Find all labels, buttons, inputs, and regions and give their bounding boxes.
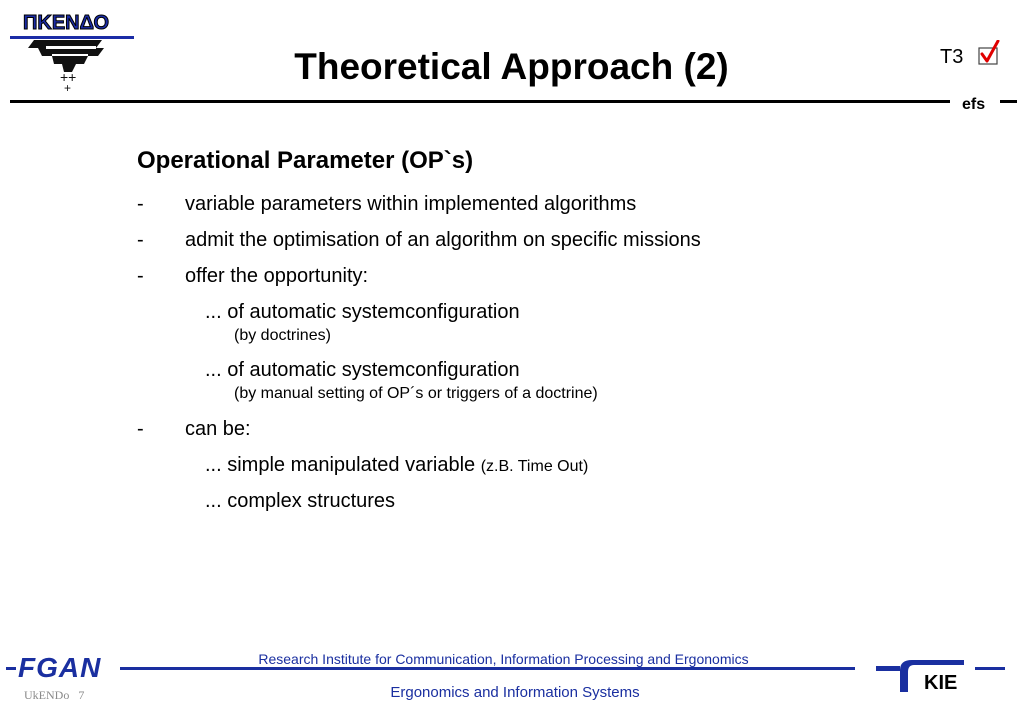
bullet-item: offer the opportunity: — [185, 265, 369, 287]
slide-tag: T3 — [940, 46, 964, 68]
logo-text: ΠΚΕΝΔΟ — [22, 12, 110, 34]
kie-logo-text: KIE — [924, 672, 958, 694]
sub-item-note: (by manual setting of OP´s or triggers of a doctrine) — [234, 385, 598, 402]
footer-divider-tick — [6, 667, 16, 670]
bullet-dash: - — [137, 193, 144, 215]
section-title: Operational Parameter (OP`s) — [137, 147, 474, 174]
sub-item-note: (z.B. Time Out) — [480, 458, 589, 475]
svg-text:+: + — [64, 81, 72, 94]
sub-item-text: ... simple manipulated variable — [205, 454, 481, 476]
org-short-label: efs — [962, 96, 986, 113]
sub-item: ... of automatic systemconfiguration — [205, 301, 520, 323]
sub-item: ... complex structures — [205, 490, 396, 512]
page-title: Theoretical Approach (2) — [294, 46, 729, 87]
bullet-item: admit the optimisation of an algorithm on specific missions — [185, 229, 701, 251]
header-divider — [10, 100, 950, 103]
footer-divider — [120, 667, 855, 670]
footer-divider-right — [975, 667, 1005, 670]
page-number: 7 — [78, 688, 85, 702]
bullet-dash: - — [137, 229, 144, 251]
sub-item-note: (by doctrines) — [234, 327, 331, 344]
sub-item — [205, 454, 588, 477]
bullet-dash: - — [137, 418, 144, 440]
svg-text:++: ++ — [60, 69, 77, 85]
bullet-item: can be: — [185, 418, 251, 440]
fgan-logo: FGAN — [18, 652, 102, 683]
checkmark-icon — [978, 40, 1000, 66]
footer-slide-code — [24, 688, 84, 703]
sub-item: ... of automatic systemconfiguration — [205, 359, 520, 381]
footer-institute-name: Research Institute for Communication, Information Processing and Ergonomics — [258, 651, 749, 667]
bullet-dash: - — [137, 265, 144, 287]
header-divider-right — [1000, 100, 1017, 103]
footer-department-name: Ergonomics and Information Systems — [390, 684, 640, 701]
footer-code-text: UkENDo — [24, 688, 70, 702]
bullet-item: variable parameters within implemented algorithms — [185, 193, 637, 215]
